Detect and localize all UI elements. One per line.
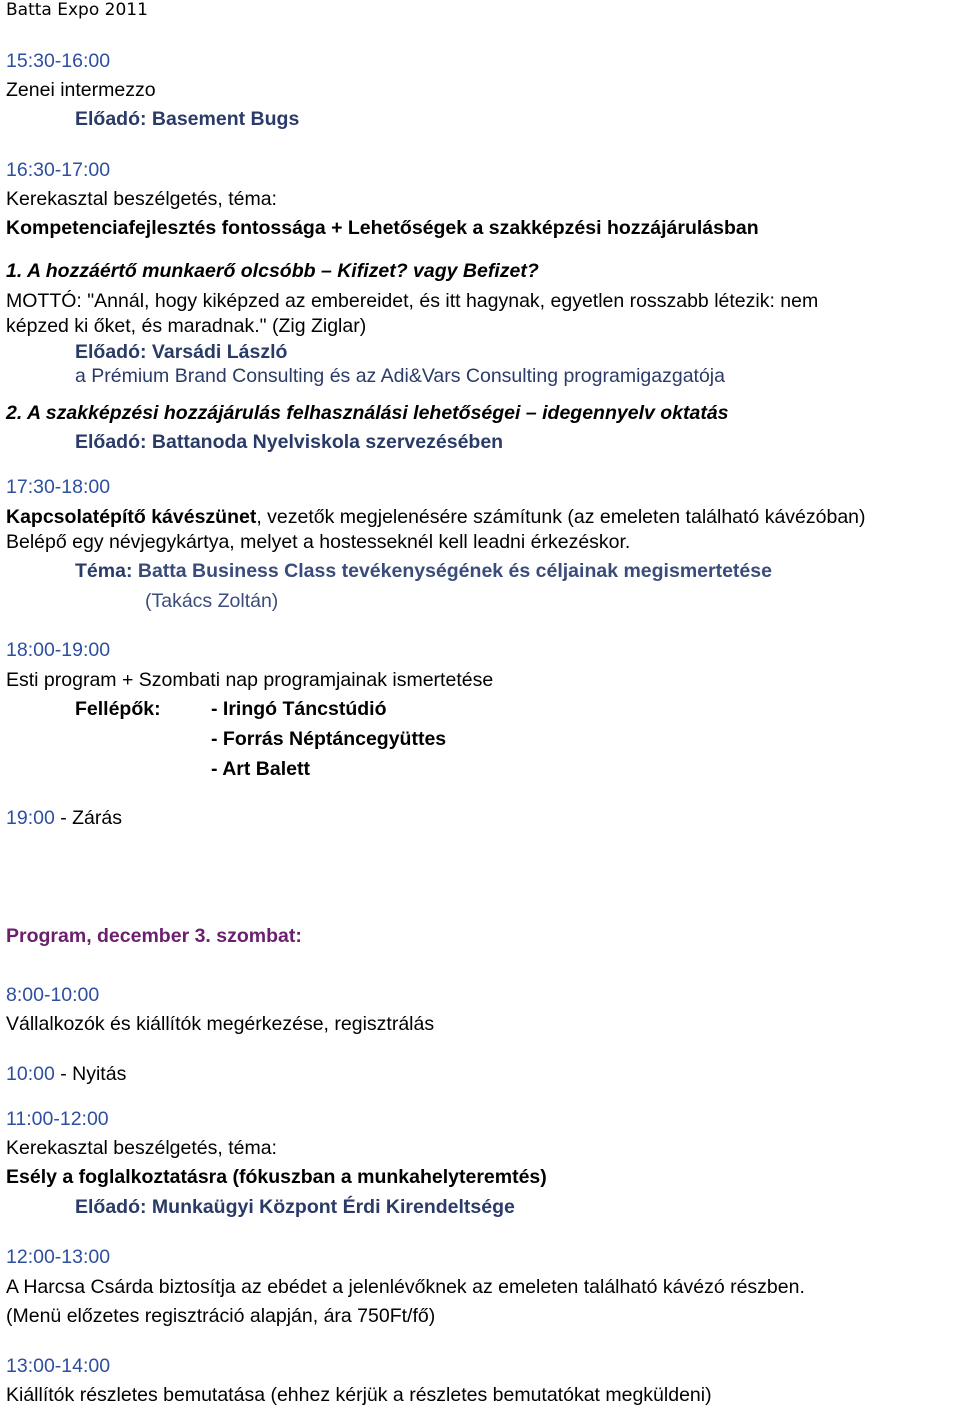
theme-text: Batta Business Class tevékenységének és céljainak megismertetése [132, 560, 772, 582]
time-slot: 10:00 [6, 1063, 55, 1085]
performer: - Art Balett [211, 758, 310, 780]
agenda-item: 1. A hozzáértő munkaerő olcsóbb – Kifizet? vagy Befizet? [6, 260, 539, 282]
opening-line [6, 1062, 126, 1086]
session-line: A Harcsa Csárda biztosítja az ebédet a jelenlévőknek az emeleten található kávézó részben. [6, 1276, 805, 1298]
time-slot: 8:00-10:00 [6, 984, 100, 1006]
speaker: Előadó: Varsádi László [75, 341, 288, 363]
opening-label: - Nyitás [54, 1063, 127, 1085]
session-line: Belépő egy névjegykártya, melyet a hostesseknél kell leadni érkezéskor. [6, 531, 631, 553]
speaker-role: a Prémium Brand Consulting és az Adi&Vars Consulting programigazgatója [75, 365, 725, 387]
session-highlight: Kapcsolatépítő kávészünet [6, 506, 257, 528]
speaker: Előadó: Munkaügyi Központ Érdi Kirendeltsége [75, 1196, 515, 1218]
time-slot: 12:00-13:00 [6, 1246, 111, 1268]
session-text: , vezetők megjelenésére számítunk (az emeleten található kávézóban) [256, 506, 866, 528]
performer: - Forrás Néptáncegyüttes [211, 728, 447, 750]
time-slot: 16:30-17:00 [6, 159, 111, 181]
time-slot: 13:00-14:00 [6, 1355, 111, 1377]
document-header: Batta Expo 2011 [6, 0, 148, 20]
session-title: Vállalkozók és kiállítók megérkezése, regisztrálás [6, 1013, 435, 1035]
session-title: Esti program + Szombati nap programjainak ismertetése [6, 669, 494, 691]
theme-label: Téma: [75, 560, 133, 582]
presenter: (Takács Zoltán) [145, 590, 279, 612]
time-slot: 15:30-16:00 [6, 50, 111, 72]
session-title: Kiállítók részletes bemutatása (ehhez kérjük a részletes bemutatókat megküldeni) [6, 1384, 712, 1406]
session-topic: Kompetenciafejlesztés fontossága + Lehetőségek a szakképzési hozzájárulásban [6, 217, 759, 239]
theme-line [75, 559, 772, 583]
speaker: Előadó: Battanoda Nyelviskola szervezésében [75, 431, 504, 453]
motto-line: MOTTÓ: "Annál, hogy kiképzed az embereidet, és itt hagynak, egyetlen rosszabb létezik: nem [6, 290, 819, 312]
speaker: Előadó: Basement Bugs [75, 108, 300, 130]
performers-label: Fellépők: [75, 698, 161, 720]
time-slot: 18:00-19:00 [6, 639, 111, 661]
session-title: Zenei intermezzo [6, 79, 156, 101]
motto-line: képzed ki őket, és maradnak." (Zig Ziglar) [6, 315, 367, 337]
session-intro: Kerekasztal beszélgetés, téma: [6, 188, 277, 210]
session-line: (Menü előzetes regisztráció alapján, ára 750Ft/fő) [6, 1305, 436, 1327]
session-topic: Esély a foglalkoztatásra (fókuszban a munkahelyteremtés) [6, 1166, 547, 1188]
session-intro: Kerekasztal beszélgetés, téma: [6, 1137, 277, 1159]
agenda-item: 2. A szakképzési hozzájárulás felhasználási lehetőségei – idegennyelv oktatás [6, 402, 729, 424]
session-line [6, 505, 866, 529]
performer: - Iringó Táncstúdió [211, 698, 387, 720]
closing-line [6, 806, 122, 830]
time-slot: 17:30-18:00 [6, 476, 111, 498]
closing-label: - Zárás [54, 807, 122, 829]
time-slot: 19:00 [6, 807, 55, 829]
time-slot: 11:00-12:00 [6, 1108, 109, 1130]
day-heading: Program, december 3. szombat: [6, 925, 302, 947]
